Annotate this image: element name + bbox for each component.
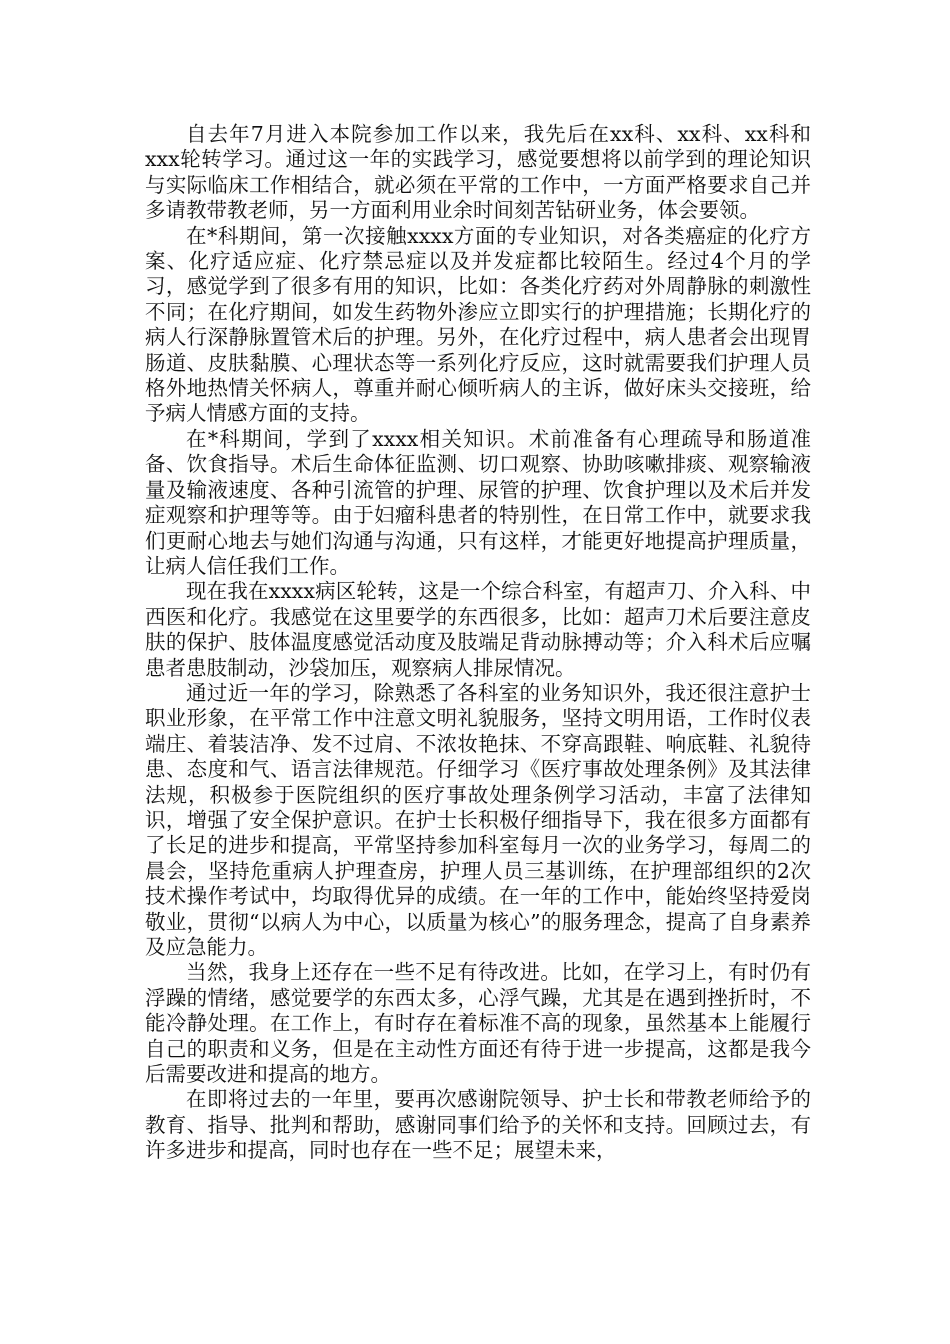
paragraph-3: 在*科期间，学到了xxxx相关知识。术前准备有心理疏导和肠道准备、饮食指导。术后生命体征监测、切口观察、协助咳嗽排痰、观察输液量及输液速度、各种引流管的护理、尿管的护理、饮食护理以及术后并发症观察和护理等等。由于妇瘤科患者的特别性，在日常工作中，就要求我们更耐心地去与她们沟通与沟通，只有这样，才能更好地提高护理质量，让病人信任我们工作。 bbox=[145, 426, 811, 578]
paragraph-1: 自去年7月进入本院参加工作以来，我先后在xx科、xx科、xx科和xxx轮转学习。通过这一年的实践学习，感觉要想将以前学到的理论知识与实际临床工作相结合，就必须在平常的工作中，一方面严格要求自己并多请教带教老师，另一方面利用业余时间刻苦钻研业务，体会要领。 bbox=[145, 122, 811, 223]
paragraph-5: 通过近一年的学习，除熟悉了各科室的业务知识外，我还很注意护士职业形象，在平常工作中注意文明礼貌服务，坚持文明用语，工作时仪表端庄、着装洁净、发不过肩、不浓妆艳抹、不穿高跟鞋、响底鞋、礼貌待患、态度和气、语言法律规范。仔细学习《医疗事故处理条例》及其法律法规，积极参于医院组织的医疗事故处理条例学习活动，丰富了法律知识，增强了安全保护意识。在护士长积极仔细指导下，我在很多方面都有了长足的进步和提高，平常坚持参加科室每月一次的业务学习，每周二的晨会，坚持危重病人护理查房，护理人员三基训练，在护理部组织的2次技术操作考试中，均取得优异的成绩。在一年的工作中，能始终坚持爱岗敬业，贯彻“以病人为中心，以质量为核心”的服务理念，提高了自身素养及应急能力。 bbox=[145, 680, 811, 959]
paragraph-6: 当然，我身上还存在一些不足有待改进。比如，在学习上，有时仍有浮躁的情绪，感觉要学的东西太多，心浮气躁，尤其是在遇到挫折时，不能冷静处理。在工作上，有时存在着标准不高的现象，虽然基本上能履行自己的职责和义务，但是在主动性方面还有待于进一步提高，这都是我今后需要改进和提高的地方。 bbox=[145, 960, 811, 1087]
paragraph-4: 现在我在xxxx病区轮转，这是一个综合科室，有超声刀、介入科、中西医和化疗。我感觉在这里要学的东西很多，比如：超声刀术后要注意皮肤的保护、肢体温度感觉活动度及肢端足背动脉搏动等；介入科术后应嘱患者患肢制动，沙袋加压，观察病人排尿情况。 bbox=[145, 579, 811, 680]
paragraph-7: 在即将过去的一年里，要再次感谢院领导、护士长和带教老师给予的教育、指导、批判和帮助，感谢同事们给予的关怀和支持。回顾过去，有许多进步和提高，同时也存在一些不足；展望未来， bbox=[145, 1087, 811, 1163]
paragraph-2: 在*科期间，第一次接触xxxx方面的专业知识，对各类癌症的化疗方案、化疗适应症、化疗禁忌症以及并发症都比较陌生。经过4个月的学习，感觉学到了很多有用的知识，比如：各类化疗药对外周静脉的刺激性不同；在化疗期间，如发生药物外渗应立即实行的护理措施；长期化疗的病人行深静脉置管术后的护理。另外，在化疗过程中，病人患者会出现胃肠道、皮肤黏膜、心理状态等一系列化疗反应，这时就需要我们护理人员格外地热情关怀病人，尊重并耐心倾听病人的主诉，做好床头交接班，给予病人情感方面的支持。 bbox=[145, 223, 811, 426]
document-body bbox=[145, 122, 811, 1164]
